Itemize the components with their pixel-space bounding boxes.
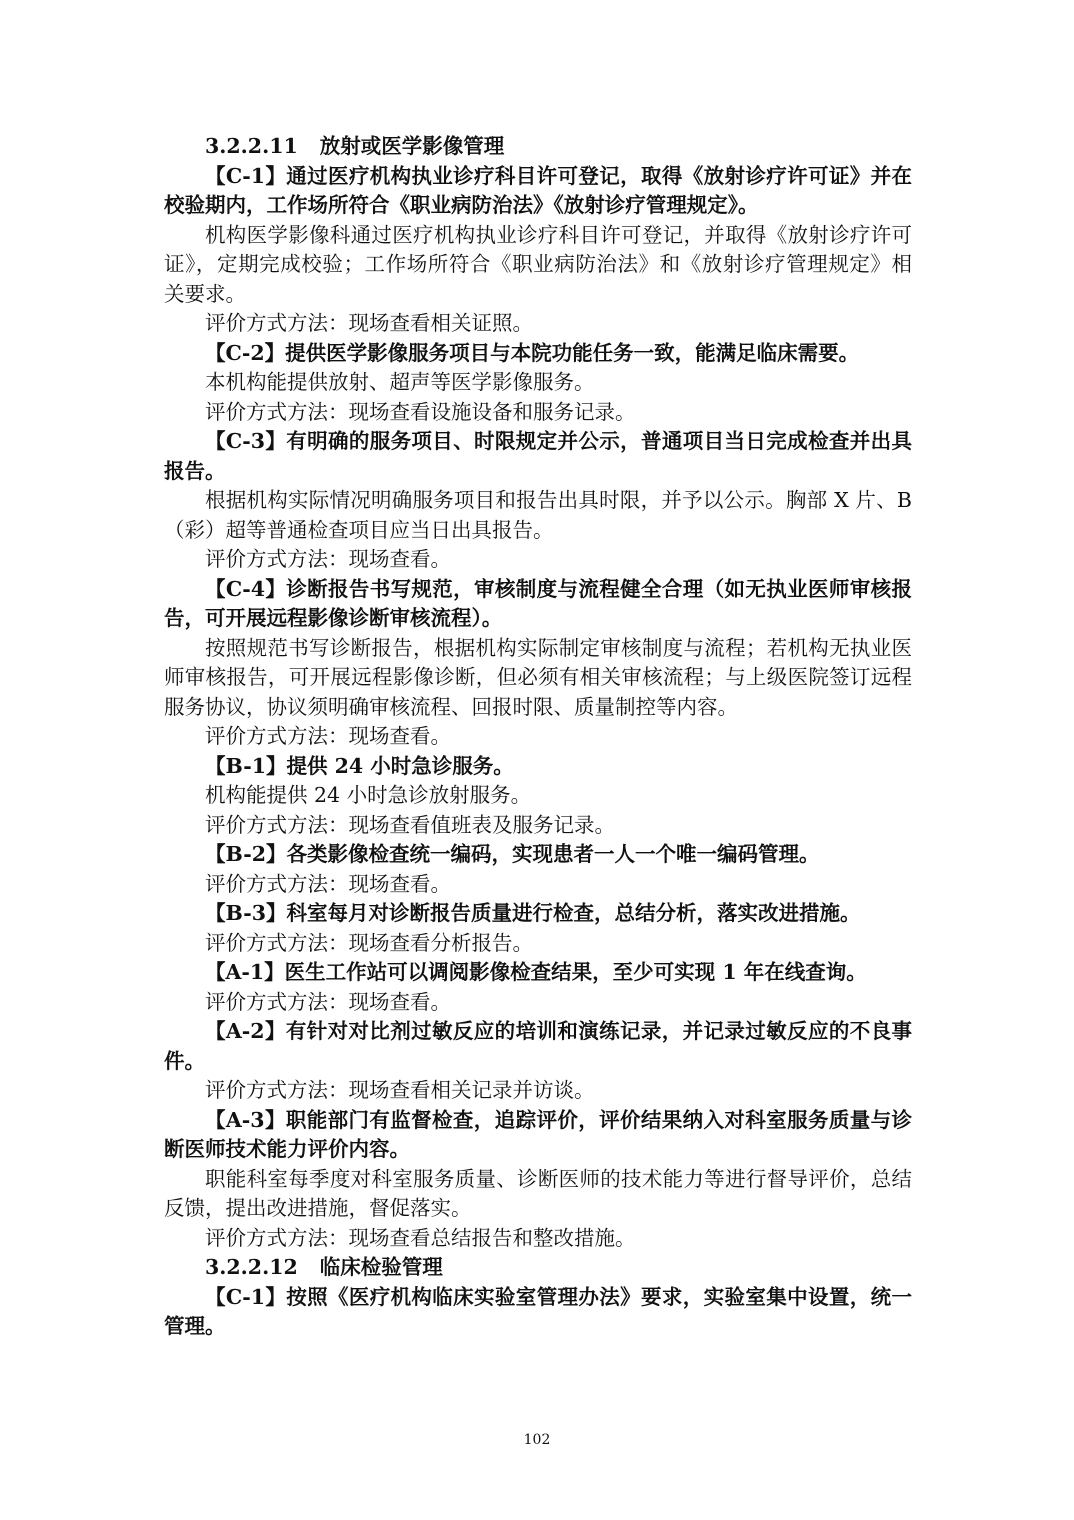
section-heading — [164, 1253, 912, 1283]
criterion-b2: 【B-2】各类影像检查统一编码，实现患者一人一个唯一编码管理。 — [205, 842, 820, 866]
section-title: 放射或医学影像管理 — [319, 134, 505, 158]
body-paragraph: 本机构能提供放射、超声等医学影像服务。 — [205, 370, 595, 394]
evaluation-method: 评价方式方法：现场查看分析报告。 — [205, 930, 533, 955]
section-heading — [164, 132, 912, 162]
criterion-a1: 【A-1】医生工作站可以调阅影像检查结果，至少可实现 1 年在线查询。 — [205, 960, 867, 984]
section-number: 3.2.2.11 — [205, 134, 298, 158]
body-paragraph: 机构能提供 24 小时急诊放射服务。 — [205, 783, 532, 807]
page-number: 102 — [523, 1432, 551, 1448]
criterion-b1: 【B-1】提供 24 小时急诊服务。 — [205, 753, 514, 778]
criterion-a2: 【A-2】有针对对比剂过敏反应的培训和演练记录，并记录过敏反应的不良事件。 — [164, 1019, 912, 1073]
document-page — [164, 132, 912, 1342]
criterion-c3: 【C-3】有明确的服务项目、时限规定并公示，普通项目当日完成检查并出具报告。 — [164, 429, 912, 483]
criterion-c2: 【C-2】提供医学影像服务项目与本院功能任务一致，能满足临床需要。 — [205, 340, 860, 365]
section-number: 3.2.2.12 — [205, 1255, 298, 1279]
body-paragraph: 根据机构实际情况明确服务项目和报告出具时限，并予以公示。胸部 X 片、B（彩）超等普通检查项目应当日出具报告。 — [164, 488, 912, 542]
evaluation-method: 评价方式方法：现场查看相关证照。 — [205, 311, 533, 335]
evaluation-method: 评价方式方法：现场查看值班表及服务记录。 — [205, 812, 615, 837]
criterion-c4: 【C-4】诊断报告书写规范，审核制度与流程健全合理（如无执业医师审核报告，可开展远程影像诊断审核流程）。 — [164, 576, 912, 630]
section-title: 临床检验管理 — [319, 1255, 443, 1279]
criterion-b3: 【B-3】科室每月对诊断报告质量进行检查，总结分析，落实改进措施。 — [205, 901, 861, 925]
evaluation-method: 评价方式方法：现场查看相关记录并访谈。 — [205, 1078, 595, 1102]
evaluation-method: 评价方式方法：现场查看设施设备和服务记录。 — [205, 399, 636, 424]
evaluation-method: 评价方式方法：现场查看总结报告和整改措施。 — [205, 1225, 636, 1250]
evaluation-method: 评价方式方法：现场查看。 — [205, 989, 451, 1014]
evaluation-method: 评价方式方法：现场查看。 — [205, 724, 451, 748]
body-paragraph: 机构医学影像科通过医疗机构执业诊疗科目许可登记，并取得《放射诊疗许可证》，定期完成校验；工作场所符合《职业病防治法》和《放射诊疗管理规定》相关要求。 — [164, 222, 912, 306]
evaluation-method: 评价方式方法：现场查看。 — [205, 547, 451, 571]
body-paragraph: 按照规范书写诊断报告，根据机构实际制定审核制度与流程；若机构无执业医师审核报告，可开展远程影像诊断，但必须有相关审核流程；与上级医院签订远程服务协议，协议须明确审核流程、回报时限、质量制控等内容。 — [164, 635, 912, 719]
criterion-c1: 【C-1】按照《医疗机构临床实验室管理办法》要求，实验室集中设置，统一管理。 — [164, 1284, 912, 1338]
criterion-a3: 【A-3】职能部门有监督检查，追踪评价，评价结果纳入对科室服务质量与诊断医师技术能力评价内容。 — [164, 1107, 912, 1161]
criterion-c1: 【C-1】通过医疗机构执业诊疗科目许可登记，取得《放射诊疗许可证》并在校验期内，工作场所符合《职业病防治法》《放射诊疗管理规定》。 — [164, 163, 912, 217]
body-paragraph: 职能科室每季度对科室服务质量、诊断医师的技术能力等进行督导评价，总结反馈，提出改进措施，督促落实。 — [164, 1166, 912, 1220]
evaluation-method: 评价方式方法：现场查看。 — [205, 871, 451, 896]
